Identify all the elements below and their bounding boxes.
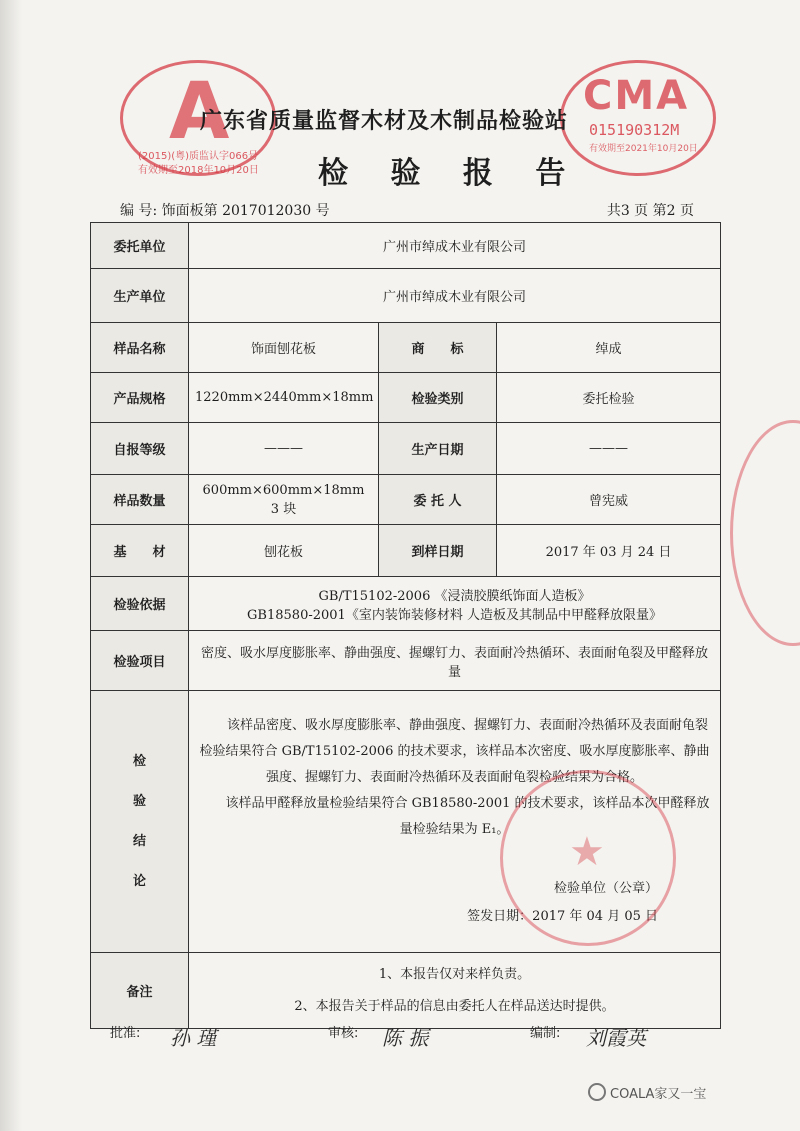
producer-value: 广州市绰成木业有限公司: [189, 269, 721, 323]
report-title: 检 验 报 告: [318, 156, 582, 191]
row-client: [91, 223, 721, 269]
conclusion-paragraph-2: 该样品甲醛释放量检验结果符合 GB18580-2001 的技术要求，该样品本次甲醛释放量检验结果为 E₁。: [225, 795, 710, 837]
row-items: [91, 631, 721, 691]
accreditation-letter: A: [169, 67, 230, 157]
inspect-type-label: 检验类别: [379, 373, 497, 423]
approve-label: 批准:: [110, 1026, 141, 1041]
compile-label: 编制:: [530, 1026, 561, 1041]
substrate-value: 刨花板: [189, 525, 379, 577]
items-value: 密度、吸水厚度膨胀率、静曲强度、握螺钉力、表面耐冷热循环、表面耐龟裂及甲醛释放量: [189, 631, 721, 691]
remark-1: 1、本报告仅对来样负责。: [378, 966, 531, 982]
row-quantity: [91, 475, 721, 525]
prod-date-label: 生产日期: [379, 423, 497, 475]
conclusion-paragraph-1: 该样品密度、吸水厚度膨胀率、静曲强度、握螺钉力、表面耐冷热循环及表面耐龟裂检验结果符合 GB/T15102-2006 的技术要求，该样品本次密度、吸水厚度膨胀率、静曲强度、握螺钉力、表面耐冷热循环及表面耐龟裂检验结果为合格。: [199, 717, 710, 785]
approve-signature: 孙 瑾: [170, 1026, 217, 1050]
agent-value: 曾宪威: [497, 475, 721, 525]
trademark-value: 绰成: [497, 323, 721, 373]
basis-label: 检验依据: [91, 577, 189, 631]
basis-value: GB/T15102-2006 《浸渍胶膜纸饰面人造板》 GB18580-2001《室内装饰装修材料 人造板及其制品中甲醛释放限量》: [189, 577, 721, 631]
arrival-label: 到样日期: [379, 525, 497, 577]
signature-footer: [110, 1018, 710, 1048]
producer-label: 生产单位: [91, 269, 189, 323]
row-sample-name: [91, 323, 721, 373]
review-label: 审核:: [328, 1026, 359, 1041]
spec-value: 1220mm×2440mm×18mm: [189, 373, 379, 423]
row-spec: [91, 373, 721, 423]
spec-label: 产品规格: [91, 373, 189, 423]
paper-edge: [0, 0, 22, 1131]
row-substrate: [91, 525, 721, 577]
sample-name-value: 饰面刨花板: [189, 323, 379, 373]
cma-validity: 有效期至2021年10月20日: [589, 144, 698, 154]
wechat-icon: [588, 1083, 606, 1101]
accreditation-seal-text: (2015)(粤)质监认字066号 有效期至2018年10月20日: [138, 151, 259, 176]
client-label: 委托单位: [91, 223, 189, 269]
agent-label: 委 托 人: [379, 475, 497, 525]
conclusion-label: 检 验 结 论: [91, 691, 189, 953]
page-info: 共3 页 第2 页: [606, 203, 694, 219]
institution-name: 广东省质量监督木材及木制品检验站: [200, 108, 569, 134]
issuer-unit: 检验单位（公章）: [554, 880, 659, 896]
remarks-label: 备注: [91, 953, 189, 1029]
edge-seal-stamp: [730, 420, 800, 646]
remark-2: 2、本报告关于样品的信息由委托人在样品送达时提供。: [294, 998, 615, 1014]
issue-date: 签发日期：2017 年 04 月 05 日: [467, 908, 659, 924]
trademark-label: 商 标: [379, 323, 497, 373]
sample-name-label: 样品名称: [91, 323, 189, 373]
cma-number: 015190312M: [589, 121, 680, 139]
review-signature: 陈 振: [382, 1026, 429, 1050]
row-producer: [91, 269, 721, 323]
arrival-value: 2017 年 03 月 24 日: [497, 525, 721, 577]
cma-mark: CMA: [583, 73, 690, 119]
quantity-value: 600mm×600mm×18mm 3 块: [189, 475, 379, 525]
inspect-type-value: 委托检验: [497, 373, 721, 423]
compile-signature: 刘霞英: [586, 1026, 646, 1050]
quantity-label: 样品数量: [91, 475, 189, 525]
report-number: 编 号: 饰面板第 2017012030 号: [120, 203, 330, 219]
client-value: 广州市绰成木业有限公司: [189, 223, 721, 269]
items-label: 检验项目: [91, 631, 189, 691]
substrate-label: 基 材: [91, 525, 189, 577]
stamp-star-icon: ★: [569, 829, 605, 875]
row-grade: [91, 423, 721, 475]
watermark: COALA家又一宝: [588, 1083, 706, 1102]
grade-label: 自报等级: [91, 423, 189, 475]
prod-date-value: ———: [497, 423, 721, 475]
grade-value: ———: [189, 423, 379, 475]
cma-seal: [560, 60, 716, 176]
official-stamp: [500, 770, 676, 946]
row-basis: [91, 577, 721, 631]
